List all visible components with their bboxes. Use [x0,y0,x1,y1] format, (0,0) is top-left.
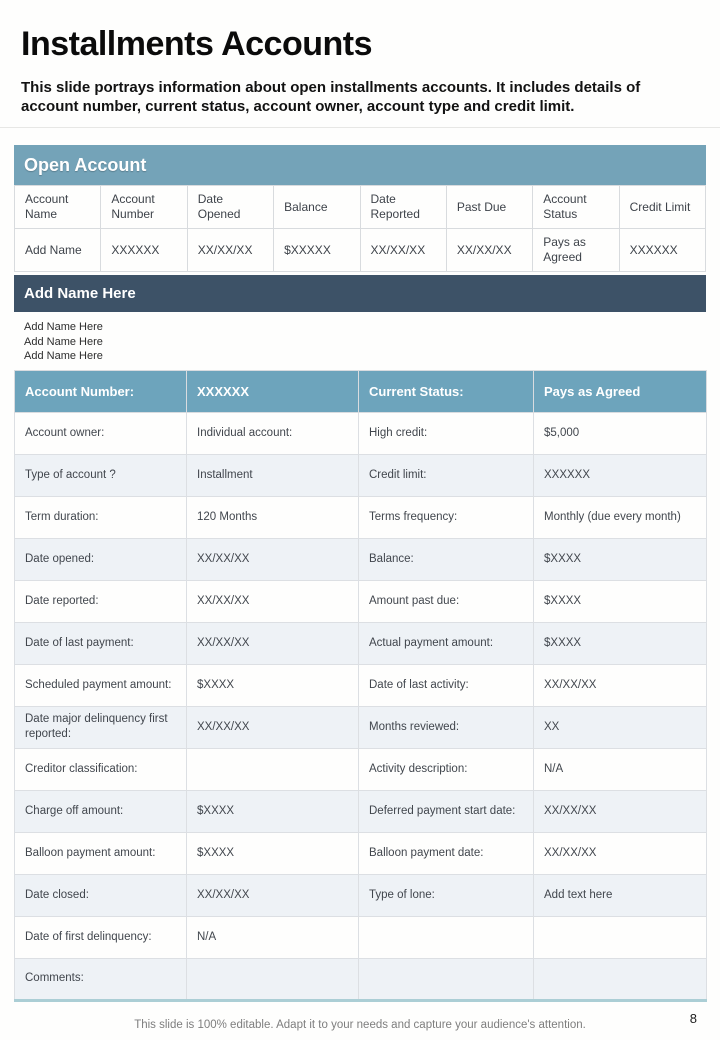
open-account-data-row [15,229,706,272]
divider [0,127,720,128]
table-row [15,958,707,1000]
open-account-header-label: Open Account [24,154,147,175]
field-value: N/A [187,916,359,958]
table-row [15,664,707,706]
field-value: XX/XX/XX [534,664,707,706]
page-title: Installments Accounts [21,25,372,63]
field-value: N/A [534,748,707,790]
column-header: Past Due [446,186,532,229]
name-line: Add Name Here [24,335,103,348]
field-value: Monthly (due every month) [534,496,707,538]
field-label: Balance: [359,538,534,580]
column-header: Date Opened [187,186,273,229]
table-cell: $XXXXX [274,229,360,272]
field-value: XX [534,706,707,748]
field-label: Scheduled payment amount: [15,664,187,706]
table-cell: Pays as Agreed [533,229,619,272]
field-value [187,958,359,1000]
details-header-label: Account Number: [15,370,187,412]
name-line: Add Name Here [24,350,103,363]
table-row [15,496,707,538]
field-label: Terms frequency: [359,496,534,538]
field-value: XX/XX/XX [534,790,707,832]
field-value: XX/XX/XX [187,580,359,622]
table-cell: XXXXXX [619,229,705,272]
field-value: XX/XX/XX [187,622,359,664]
field-label: Actual payment amount: [359,622,534,664]
field-label: Comments: [15,958,187,1000]
field-label: Months reviewed: [359,706,534,748]
field-label: Balloon payment amount: [15,832,187,874]
field-value: 120 Months [187,496,359,538]
field-label: Date of first delinquency: [15,916,187,958]
column-header: Credit Limit [619,186,705,229]
table-cell: XX/XX/XX [360,229,446,272]
details-header-label: Current Status: [359,370,534,412]
field-label: Account owner: [15,412,187,454]
field-value: $XXXX [534,622,707,664]
field-value: Individual account: [187,412,359,454]
table-row [15,874,707,916]
table-cell: Add Name [15,229,101,272]
field-value [534,916,707,958]
field-value: $5,000 [534,412,707,454]
field-label: Deferred payment start date: [359,790,534,832]
field-value: $XXXX [534,538,707,580]
field-value: $XXXX [187,790,359,832]
field-value: $XXXX [534,580,707,622]
field-label: Type of account ? [15,454,187,496]
field-label: Date opened: [15,538,187,580]
table-row [15,706,707,748]
open-account-table [14,185,706,272]
table-row [15,538,707,580]
table-row [15,832,707,874]
open-account-header-row [15,186,706,229]
page-subtitle: This slide portrays information about open installments accounts. It includes details of account number, current status, account owner, account type and credit limit. [21,79,641,116]
table-cell: XX/XX/XX [187,229,273,272]
column-header: Date Reported [360,186,446,229]
name-banner [14,275,706,312]
field-value [534,958,707,1000]
table-cell: XX/XX/XX [446,229,532,272]
field-label [359,916,534,958]
field-value [187,748,359,790]
field-value: XX/XX/XX [187,706,359,748]
details-table [14,370,707,1002]
field-label: Creditor classification: [15,748,187,790]
field-value: Installment [187,454,359,496]
field-label: Type of lone: [359,874,534,916]
field-value: $XXXX [187,664,359,706]
field-value: XX/XX/XX [534,832,707,874]
field-value: XXXXXX [534,454,707,496]
field-label [359,958,534,1000]
column-header: Account Number [101,186,187,229]
footer-note: This slide is 100% editable. Adapt it to your needs and capture your audience's attention. [134,1019,586,1031]
field-label: Credit limit: [359,454,534,496]
field-value: XX/XX/XX [187,538,359,580]
name-banner-label: Add Name Here [24,285,136,303]
column-header: Account Name [15,186,101,229]
field-value: Add text here [534,874,707,916]
field-label: Date of last payment: [15,622,187,664]
page-number: 8 [689,1011,697,1026]
table-row [15,622,707,664]
column-header: Balance [274,186,360,229]
open-account-header-bar [14,145,706,185]
table-row [15,790,707,832]
field-label: Activity description: [359,748,534,790]
field-label: Term duration: [15,496,187,538]
column-header: Account Status [533,186,619,229]
field-label: Date of last activity: [359,664,534,706]
details-header-value: XXXXXX [187,370,359,412]
field-label: Date major delinquency first reported: [15,706,187,748]
table-row [15,916,707,958]
field-label: Charge off amount: [15,790,187,832]
field-value: XX/XX/XX [187,874,359,916]
field-label: High credit: [359,412,534,454]
field-value: $XXXX [187,832,359,874]
field-label: Balloon payment date: [359,832,534,874]
field-label: Date reported: [15,580,187,622]
field-label: Amount past due: [359,580,534,622]
table-row [15,748,707,790]
table-row [15,412,707,454]
table-cell: XXXXXX [101,229,187,272]
details-header-value: Pays as Agreed [534,370,707,412]
name-lines [24,320,706,364]
table-row [15,454,707,496]
details-header-row [15,370,707,412]
field-label: Date closed: [15,874,187,916]
name-line: Add Name Here [24,321,103,334]
table-row [15,580,707,622]
